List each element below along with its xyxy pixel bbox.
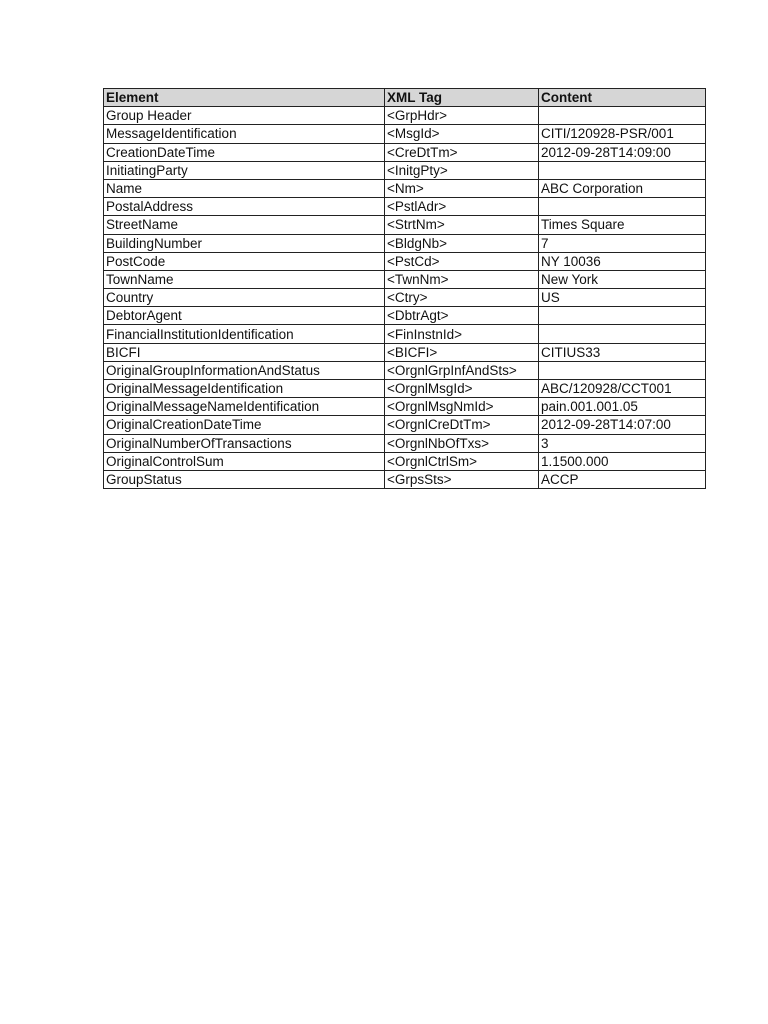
cell-element: StreetName xyxy=(104,216,385,234)
table-row xyxy=(104,179,706,197)
cell-content: 7 xyxy=(539,234,706,252)
table-row xyxy=(104,452,706,470)
cell-xml-tag: <OrgnlNbOfTxs> xyxy=(385,434,539,452)
cell-content: ABC/120928/CCT001 xyxy=(539,380,706,398)
cell-content: ABC Corporation xyxy=(539,179,706,197)
cell-content xyxy=(539,307,706,325)
cell-content: 3 xyxy=(539,434,706,452)
cell-content xyxy=(539,107,706,125)
cell-element: MessageIdentification xyxy=(104,125,385,143)
cell-content xyxy=(539,198,706,216)
table-row xyxy=(104,161,706,179)
table-row xyxy=(104,143,706,161)
cell-xml-tag: <StrtNm> xyxy=(385,216,539,234)
header-content: Content xyxy=(539,89,706,107)
cell-element: OriginalMessageNameIdentification xyxy=(104,398,385,416)
cell-xml-tag: <FinInstnId> xyxy=(385,325,539,343)
cell-element: PostCode xyxy=(104,252,385,270)
cell-content: CITIUS33 xyxy=(539,343,706,361)
cell-xml-tag: <OrgnlGrpInfAndSts> xyxy=(385,361,539,379)
table-body xyxy=(104,107,706,489)
cell-xml-tag: <TwnNm> xyxy=(385,270,539,288)
cell-content: Times Square xyxy=(539,216,706,234)
table-row xyxy=(104,107,706,125)
table-row xyxy=(104,470,706,488)
cell-xml-tag: <MsgId> xyxy=(385,125,539,143)
table-row xyxy=(104,398,706,416)
cell-element: BuildingNumber xyxy=(104,234,385,252)
cell-xml-tag: <PstCd> xyxy=(385,252,539,270)
cell-xml-tag: <GrpHdr> xyxy=(385,107,539,125)
cell-content: New York xyxy=(539,270,706,288)
header-element: Element xyxy=(104,89,385,107)
cell-content: 2012-09-28T14:07:00 xyxy=(539,416,706,434)
table-row xyxy=(104,361,706,379)
table-row xyxy=(104,307,706,325)
cell-element: Country xyxy=(104,289,385,307)
xml-element-table xyxy=(103,88,706,489)
cell-element: DebtorAgent xyxy=(104,307,385,325)
cell-content: pain.001.001.05 xyxy=(539,398,706,416)
cell-element: CreationDateTime xyxy=(104,143,385,161)
table-row xyxy=(104,252,706,270)
cell-content xyxy=(539,161,706,179)
cell-xml-tag: <BldgNb> xyxy=(385,234,539,252)
table-row xyxy=(104,380,706,398)
cell-content: 2012-09-28T14:09:00 xyxy=(539,143,706,161)
table-row xyxy=(104,234,706,252)
table-row xyxy=(104,216,706,234)
table-row xyxy=(104,125,706,143)
cell-element: BICFI xyxy=(104,343,385,361)
cell-content: US xyxy=(539,289,706,307)
cell-element: OriginalCreationDateTime xyxy=(104,416,385,434)
cell-element: OriginalMessageIdentification xyxy=(104,380,385,398)
cell-element: OriginalNumberOfTransactions xyxy=(104,434,385,452)
cell-xml-tag: <OrgnlMsgNmId> xyxy=(385,398,539,416)
table-row xyxy=(104,198,706,216)
cell-content: 1.1500.000 xyxy=(539,452,706,470)
cell-element: Group Header xyxy=(104,107,385,125)
table-row xyxy=(104,343,706,361)
cell-content xyxy=(539,361,706,379)
cell-xml-tag: <Ctry> xyxy=(385,289,539,307)
table-row xyxy=(104,416,706,434)
cell-xml-tag: <OrgnlCreDtTm> xyxy=(385,416,539,434)
cell-xml-tag: <BICFI> xyxy=(385,343,539,361)
cell-xml-tag: <CreDtTm> xyxy=(385,143,539,161)
cell-xml-tag: <Nm> xyxy=(385,179,539,197)
table-row xyxy=(104,434,706,452)
cell-xml-tag: <PstlAdr> xyxy=(385,198,539,216)
header-xml-tag: XML Tag xyxy=(385,89,539,107)
cell-xml-tag: <GrpsSts> xyxy=(385,470,539,488)
cell-xml-tag: <InitgPty> xyxy=(385,161,539,179)
cell-xml-tag: <OrgnlMsgId> xyxy=(385,380,539,398)
cell-element: PostalAddress xyxy=(104,198,385,216)
cell-element: Name xyxy=(104,179,385,197)
cell-content: ACCP xyxy=(539,470,706,488)
cell-content xyxy=(539,325,706,343)
cell-element: FinancialInstitutionIdentification xyxy=(104,325,385,343)
cell-element: OriginalControlSum xyxy=(104,452,385,470)
table-row xyxy=(104,289,706,307)
cell-content: NY 10036 xyxy=(539,252,706,270)
table-header-row xyxy=(104,89,706,107)
cell-element: GroupStatus xyxy=(104,470,385,488)
cell-content: CITI/120928-PSR/001 xyxy=(539,125,706,143)
cell-element: InitiatingParty xyxy=(104,161,385,179)
cell-element: TownName xyxy=(104,270,385,288)
cell-element: OriginalGroupInformationAndStatus xyxy=(104,361,385,379)
cell-xml-tag: <OrgnlCtrlSm> xyxy=(385,452,539,470)
table-row xyxy=(104,325,706,343)
cell-xml-tag: <DbtrAgt> xyxy=(385,307,539,325)
table-row xyxy=(104,270,706,288)
